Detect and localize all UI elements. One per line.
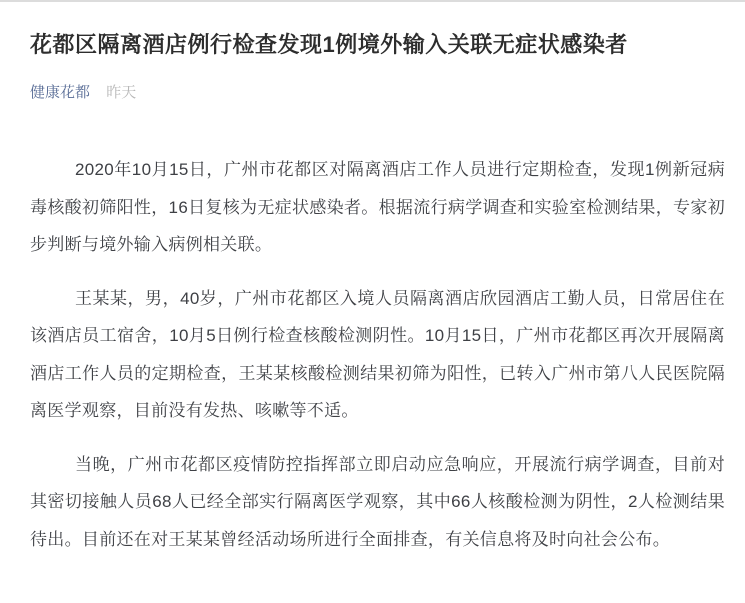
article-body <box>30 151 725 558</box>
byline <box>30 82 725 103</box>
publish-date: 昨天 <box>106 84 137 101</box>
article-paragraph: 王某某，男，40岁，广州市花都区入境人员隔离酒店欣园酒店工勤人员，日常居住在该酒店员工宿舍，10月5日例行检查核酸检测阴性。10月15日，广州市花都区再次开展隔离酒店工作人员的定期检查，王某某核酸检测结果初筛为阳性，已转入广州市第八人民医院隔离医学观察，目前没有发热、咳嗽等不适。 <box>30 288 725 420</box>
article-paragraph: 当晚，广州市花都区疫情防控指挥部立即启动应急响应，开展流行病学调查，目前对其密切接触人员68人已经全部实行隔离医学观察，其中66人核酸检测为阴性，2人检测结果待出。目前还在对王某某曾经活动场所进行全面排查，有关信息将及时向社会公布。 <box>30 454 725 549</box>
article-paragraph: 2020年10月15日，广州市花都区对隔离酒店工作人员进行定期检查，发现1例新冠病毒核酸初筛阳性，16日复核为无症状感染者。根据流行病学调查和实验室检测结果，专家初步判断与境外输入病例相关联。 <box>30 160 725 254</box>
account-name-link[interactable]: 健康花都 <box>30 84 91 101</box>
article-container <box>0 30 745 558</box>
article-title: 花都区隔离酒店例行检查发现1例境外输入关联无症状感染者 <box>30 32 628 57</box>
top-divider <box>0 0 745 2</box>
